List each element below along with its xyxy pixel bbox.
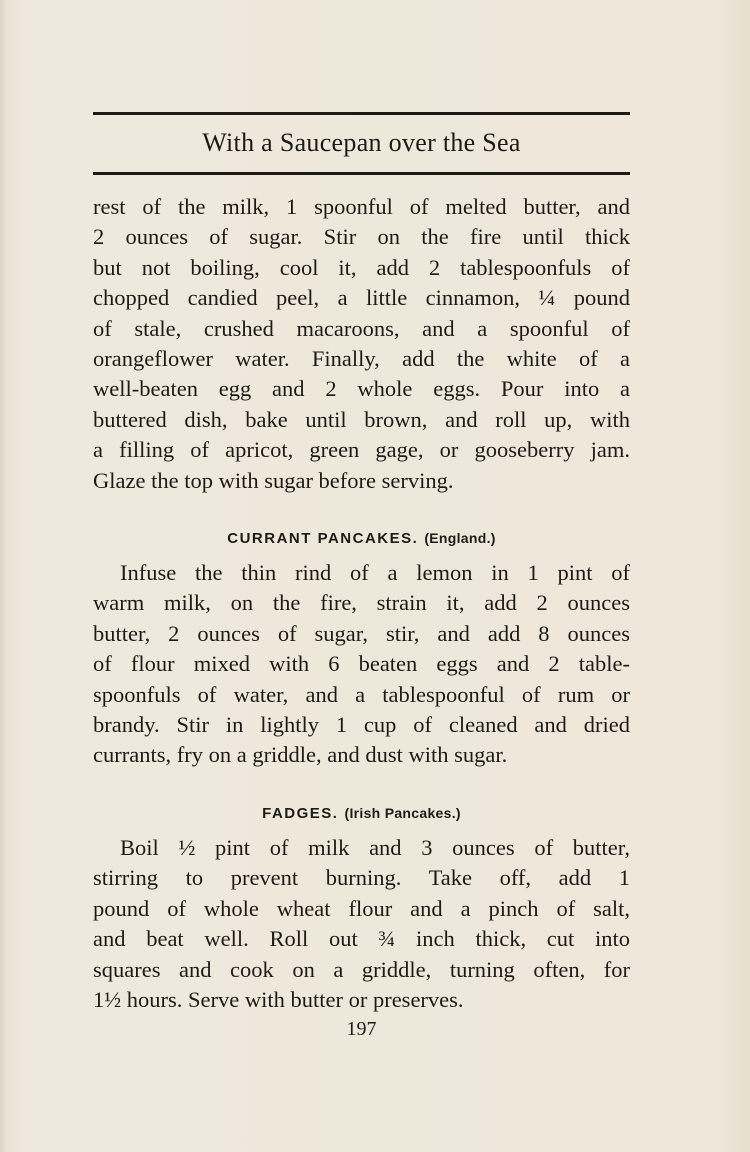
recipe-body-currant-pancakes (93, 558, 630, 771)
text-line: butter, 2 ounces of sugar, stir, and add 8 ounces (93, 620, 630, 646)
text-line: 2 ounces of sugar. Stir on the fire until thick (93, 224, 630, 250)
text-line: Boil ½ pint of milk and 3 ounces of butter, (120, 835, 630, 860)
text-line: orangeflower water. Finally, add the white of a (93, 345, 630, 371)
text-line: stirring to prevent burning. Take off, add 1 (93, 865, 630, 891)
text-line: well-beaten egg and 2 whole eggs. Pour into a (93, 376, 630, 402)
text-line: 1½ hours. Serve with butter or preserves. (93, 986, 464, 1012)
recipe-title: FADGES. (262, 805, 339, 822)
recipe-title: CURRANT PANCAKES. (227, 530, 419, 547)
recipe-heading-fadges (93, 805, 630, 822)
recipe-body-fadges (93, 833, 630, 1015)
header-rule-top (93, 112, 630, 115)
text-line: currants, fry on a griddle, and dust with sugar. (93, 742, 508, 768)
text-line: brandy. Stir in lightly 1 cup of cleaned and dried (93, 711, 630, 737)
text-line: chopped candied peel, a little cinnamon, ¼ pound (93, 285, 630, 311)
text-line: of flour mixed with 6 beaten eggs and 2 table- (93, 651, 630, 677)
continued-paragraph (93, 192, 630, 496)
text-line: of stale, crushed macaroons, and a spoonful of (93, 315, 630, 341)
recipe-origin: (Irish Pancakes.) (344, 805, 461, 821)
text-line: rest of the milk, 1 spoonful of melted butter, and (93, 194, 630, 219)
text-line: squares and cook on a griddle, turning often, for (93, 956, 630, 982)
header-rule-bottom (93, 172, 630, 175)
text-line: spoonfuls of water, and a tablespoonful of rum or (93, 681, 630, 707)
recipe-heading-currant-pancakes (93, 530, 630, 547)
page-number: 197 (346, 1018, 377, 1040)
text-line: buttered dish, bake until brown, and roll up, with (93, 406, 630, 432)
running-head: With a Saucepan over the Sea (202, 128, 521, 157)
text-line: and beat well. Roll out ¾ inch thick, cut into (93, 926, 630, 952)
text-line: Infuse the thin rind of a lemon in 1 pint of (120, 560, 630, 585)
recipe-origin: (England.) (424, 530, 496, 546)
text-line: warm milk, on the fire, strain it, add 2 ounces (93, 590, 630, 616)
text-line: Glaze the top with sugar before serving. (93, 467, 454, 493)
text-line: a filling of apricot, green gage, or gooseberry jam. (93, 437, 630, 463)
text-line: pound of whole wheat flour and a pinch of salt, (93, 895, 630, 921)
text-line: but not boiling, cool it, add 2 tablespoonfuls of (93, 254, 630, 280)
